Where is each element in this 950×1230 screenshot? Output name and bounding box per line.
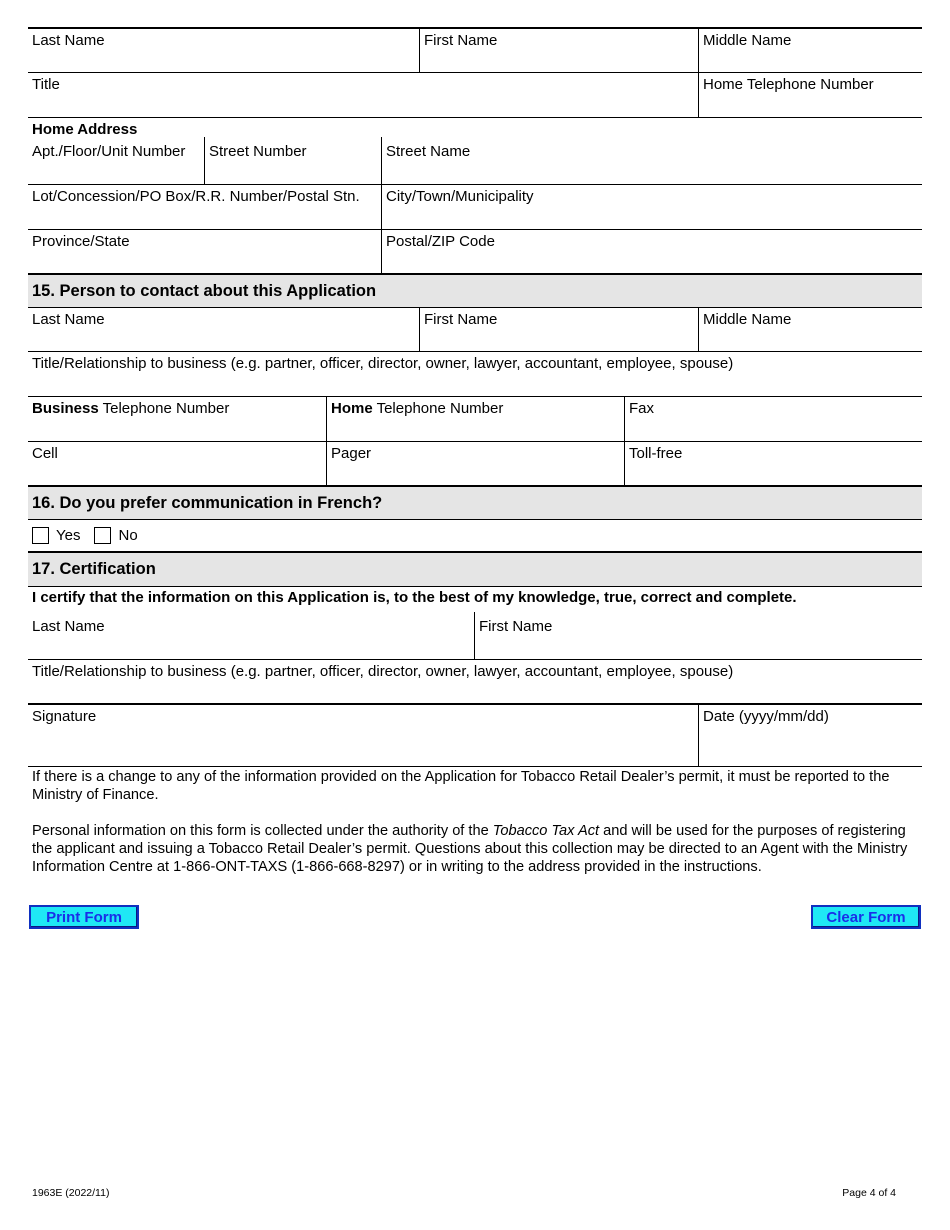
last-name-label: Last Name — [32, 32, 105, 49]
applicant-first-name-field[interactable] — [419, 29, 698, 72]
date-field[interactable] — [698, 705, 922, 766]
apt-field[interactable] — [28, 140, 204, 187]
date-label: Date (yyyy/mm/dd) — [703, 708, 829, 725]
pager-field[interactable] — [326, 442, 624, 486]
business-phone-field[interactable] — [28, 397, 326, 441]
signature-field[interactable] — [28, 705, 698, 766]
applicant-title-row — [28, 73, 922, 118]
title-label: Title — [32, 76, 60, 93]
lot-field[interactable] — [28, 185, 381, 229]
home-phone-label-bold: Home — [331, 400, 373, 417]
cert-last-name-label: Last Name — [32, 618, 105, 635]
applicant-middle-name-field[interactable] — [698, 29, 922, 72]
cert-first-name-label: First Name — [479, 618, 553, 635]
fax-label: Fax — [629, 400, 655, 417]
street-number-field[interactable] — [204, 137, 381, 185]
yes-label: Yes — [56, 527, 81, 544]
applicant-home-phone-field[interactable] — [698, 73, 922, 117]
cert-name-row — [28, 612, 922, 660]
contact-title-field[interactable] — [28, 352, 922, 396]
no-checkbox[interactable] — [94, 527, 111, 544]
signature-row — [28, 705, 922, 767]
home-address-row2 — [28, 185, 922, 230]
no-label: No — [118, 527, 138, 544]
certification-statement: I certify that the information on this Application is, to the best of my knowledge, true, correct and complete. — [32, 589, 797, 606]
contact-name-row — [28, 308, 922, 352]
province-label: Province/State — [32, 233, 130, 250]
contact-title-label: Title/Relationship to business (e.g. partner, officer, director, owner, lawyer, accountant, employee, spouse) — [32, 355, 734, 372]
postal-label: Postal/ZIP Code — [386, 233, 495, 250]
cert-last-name-field[interactable] — [28, 612, 474, 659]
yes-checkbox[interactable] — [32, 527, 49, 544]
contact-phone-row2 — [28, 442, 922, 486]
section-15-heading: 15. Person to contact about this Application — [28, 273, 922, 308]
home-address-row1 — [28, 137, 922, 185]
tollfree-label: Toll-free — [629, 445, 683, 462]
postal-field[interactable] — [381, 230, 922, 274]
applicant-title-field[interactable] — [28, 73, 698, 117]
contact-last-name-field[interactable] — [28, 308, 419, 351]
business-phone-label: Telephone Number — [98, 400, 230, 417]
change-notice: If there is a change to any of the information provided on the Application for Tobacco Retail Dealer’s permit, it must be reported to the Ministry of Finance. — [32, 769, 890, 804]
privacy-post: and will be used for the purposes of registering the applicant and issuing a Tobacco Retail Dealer’s permit. Questions about this collection may be directed to an Agent with the Ministry Information Centre at 1-866-ONT-TAXS (1-866-668-8297) or in writing to the address provided in the instructions. — [32, 823, 908, 876]
first-name-label: First Name — [424, 32, 498, 49]
home-phone-label: Home Telephone Number — [703, 76, 874, 93]
contact-last-name-label: Last Name — [32, 311, 105, 328]
french-preference-row — [28, 520, 922, 553]
contact-home-phone-field[interactable] — [326, 397, 624, 441]
privacy-notice — [32, 822, 912, 877]
street-name-label: Street Name — [386, 143, 471, 160]
privacy-pre: Personal information on this form is collected under the authority of the — [32, 823, 493, 839]
city-label: City/Town/Municipality — [386, 188, 534, 205]
lot-label: Lot/Concession/PO Box/R.R. Number/Postal Stn. — [32, 188, 360, 205]
province-field[interactable] — [28, 230, 381, 274]
home-address-heading: Home Address — [32, 121, 138, 138]
contact-middle-name-label: Middle Name — [703, 311, 792, 328]
cert-first-name-field[interactable] — [474, 612, 922, 659]
street-number-label: Street Number — [209, 143, 307, 160]
business-phone-label-bold: Business — [32, 400, 99, 417]
tollfree-field[interactable] — [624, 442, 922, 486]
apt-label: Apt./Floor/Unit Number — [32, 143, 186, 160]
cert-title-row — [28, 660, 922, 705]
cert-title-label: Title/Relationship to business (e.g. partner, officer, director, owner, lawyer, accountant, employee, spouse) — [32, 663, 734, 680]
contact-phone-row1 — [28, 397, 922, 442]
clear-form-button[interactable]: Clear Form — [811, 905, 921, 929]
city-field[interactable] — [381, 185, 922, 229]
form-code: 1963E (2022/11) — [32, 1187, 110, 1199]
cell-label: Cell — [32, 445, 58, 462]
contact-first-name-field[interactable] — [419, 308, 698, 351]
section-17-heading: 17. Certification — [28, 553, 922, 587]
privacy-act-name: Tobacco Tax Act — [492, 823, 600, 839]
middle-name-label: Middle Name — [703, 32, 792, 49]
fax-field[interactable] — [624, 397, 922, 441]
page-number: Page 4 of 4 — [842, 1187, 896, 1199]
contact-middle-name-field[interactable] — [698, 308, 922, 351]
contact-first-name-label: First Name — [424, 311, 498, 328]
signature-label: Signature — [32, 708, 97, 725]
applicant-name-row — [28, 27, 922, 73]
pager-label: Pager — [331, 445, 372, 462]
applicant-last-name-field[interactable] — [28, 29, 419, 72]
cell-field[interactable] — [28, 442, 326, 486]
contact-home-phone-label: Telephone Number — [372, 400, 504, 417]
print-form-button[interactable]: Print Form — [29, 905, 139, 929]
section-16-heading: 16. Do you prefer communication in French? — [28, 485, 922, 520]
street-name-field[interactable] — [381, 137, 922, 185]
home-address-row3 — [28, 230, 922, 274]
contact-title-row — [28, 352, 922, 397]
cert-title-field[interactable] — [28, 660, 922, 703]
